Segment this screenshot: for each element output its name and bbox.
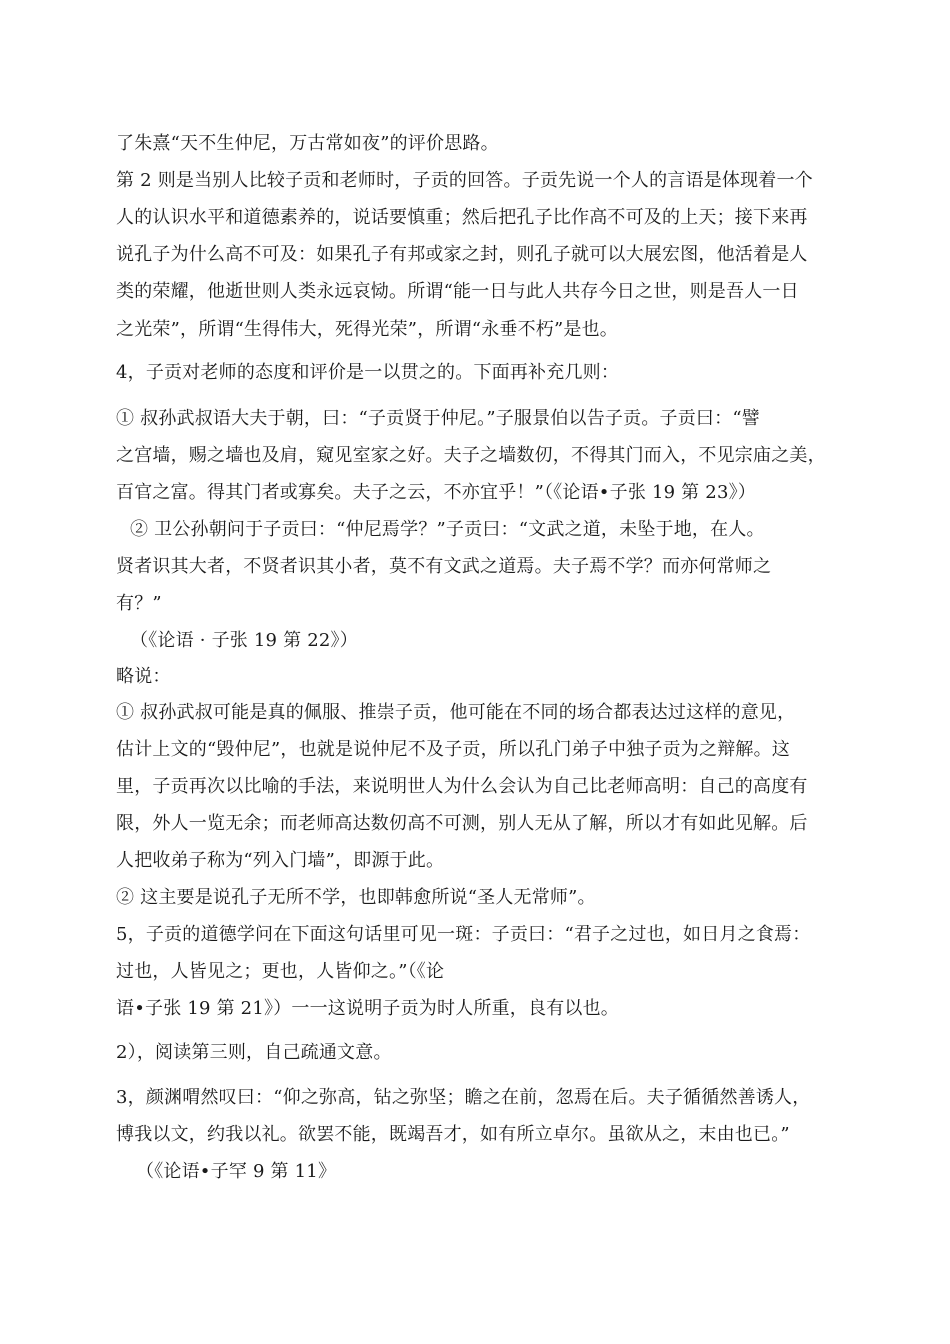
text-line: 有？” [116, 593, 162, 614]
section-heading: 2），阅读第三则，自己疏通文意。 [116, 1042, 392, 1063]
section-heading: 5，子贡的道德学问在下面这句话里可见一斑：子贡曰：“君子之过也，如日月之食焉： [116, 924, 811, 945]
text-line: ② 这主要是说孔子无所不学，也即韩愈所说“圣人无常师”。 [116, 887, 596, 908]
text-line: 贤者识其大者，不贤者识其小者，莫不有文武之道焉。夫子焉不学？而亦何常师之 [116, 556, 772, 577]
text-line: 第 2 则是当别人比较子贡和老师时，子贡的回答。子贡先说一个人的言语是体现着一个 [116, 170, 813, 191]
text-line: 估计上文的“毁仲尼”，也就是说仲尼不及子贡，所以孔门弟子中独子贡为之辩解。这 [116, 739, 791, 760]
text-line: 人的认识水平和道德素养的，说话要慎重；然后把孔子比作高不可及的上天；接下来再 [116, 207, 808, 228]
text-line: 说孔子为什么高不可及：如果孔子有邦或家之封，则孔子就可以大展宏图，他活着是人 [116, 244, 808, 265]
text-line: 博我以文，约我以礼。欲罢不能，既竭吾才，如有所立卓尔。虽欲从之，末由也已。” [116, 1124, 790, 1145]
text-line: ① 叔孙武叔语大夫于朝，曰：“子贡贤于仲尼。”子服景伯以告子贡。子贡曰：“譬 [116, 408, 760, 429]
text-line: 限，外人一览无余；而老师高达数仞高不可测，别人无从了解，所以才有如此见解。后 [116, 813, 808, 834]
text-line: 之宫墙，赐之墙也及肩，窥见室家之好。夫子之墙数仞，不得其门而入，不见宗庙之美， [116, 445, 826, 466]
section-heading: 略说： [116, 666, 171, 687]
text-line: 类的荣耀，他逝世则人类永远哀恸。所谓“能一日与此人共存今日之世，则是吾人一日 [116, 281, 799, 302]
text-line: ① 叔孙武叔可能是真的佩服、推崇子贡，他可能在不同的场合都表达过这样的意见， [116, 702, 796, 723]
text-line: 百官之富。得其门者或寡矣。夫子之云，不亦宜乎！”（《论语•子张 19 第 23》） [116, 482, 756, 503]
text-line: 之光荣”，所谓“生得伟大，死得光荣”，所谓“永垂不朽”是也。 [116, 319, 619, 340]
text-line: ② 卫公孙朝问于子贡曰：“仲尼焉学？”子贡曰：“文武之道，未坠于地，在人。 [130, 519, 765, 540]
section-heading: 3，颜渊喟然叹曰：“仰之弥高，钻之弥坚；瞻之在前，忽焉在后。夫子循循然善诱人， [116, 1087, 811, 1108]
citation: （《论语•子罕 9 第 11》 [136, 1161, 337, 1182]
text-line: 了朱熹“天不生仲尼，万古常如夜”的评价思路。 [116, 133, 499, 154]
section-heading: 4，子贡对老师的态度和评价是一以贯之的。下面再补充几则： [116, 362, 620, 383]
text-line: 过也，人皆见之；更也，人皆仰之。”（《论 [116, 961, 445, 982]
text-line: 语•子张 19 第 21》）一一这说明子贡为时人所重，良有以也。 [116, 998, 619, 1019]
text-line: 人把收弟子称为“列入门墙”，即源于此。 [116, 850, 445, 871]
text-line: 里，子贡再次以比喻的手法，来说明世人为什么会认为自己比老师高明：自己的高度有 [116, 776, 808, 797]
citation: （《论语 · 子张 19 第 22》） [130, 630, 358, 651]
